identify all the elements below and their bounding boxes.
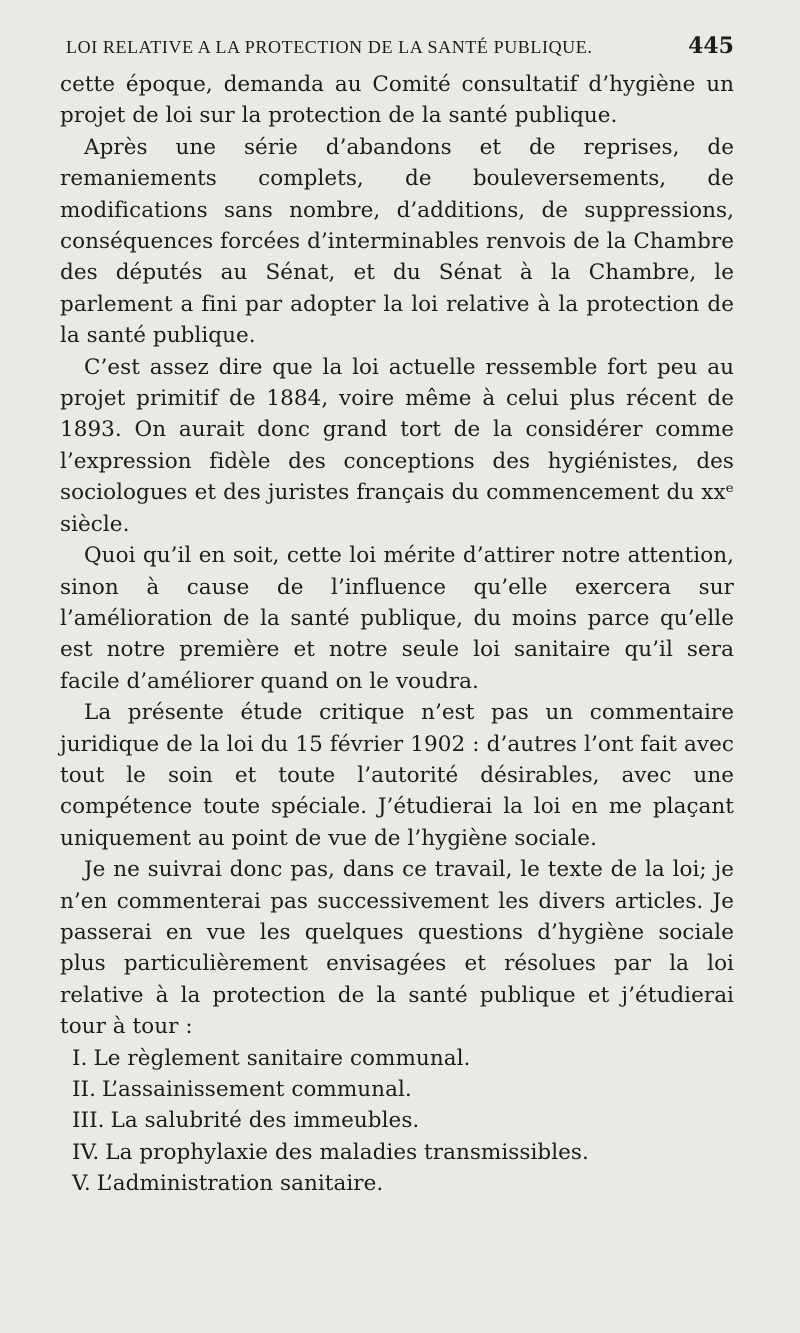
running-title: LOI RELATIVE A LA PROTECTION DE LA SANTÉ PUBLIQUE. xyxy=(66,37,593,57)
list-item-text: L’administration sanitaire. xyxy=(96,1171,384,1197)
list-numeral: IV. xyxy=(72,1139,100,1165)
list-numeral: V. xyxy=(72,1171,91,1197)
list-item xyxy=(60,1074,734,1105)
list-item-text: L’assainissement communal. xyxy=(101,1077,412,1102)
list-item-text: La prophylaxie des maladies transmissibles. xyxy=(105,1139,589,1165)
body-text xyxy=(60,69,734,1200)
list-item-text: Le règlement sanitaire communal. xyxy=(93,1045,471,1071)
list-item xyxy=(60,1168,734,1199)
list-item xyxy=(60,1105,734,1136)
topics-list xyxy=(60,1043,734,1200)
list-item xyxy=(60,1043,734,1074)
running-head xyxy=(60,33,734,69)
list-numeral: I. xyxy=(72,1045,88,1071)
paragraph: Après une série d’abandons et de reprises, de remaniements complets, de bouleversements, de modifications sans nombre, d’additions, de suppressions, conséquences forcées d’interminables renvois de la Chambre des députés au Sénat, et du Sénat à la Chambre, le parlement a fini par adopter la loi relative à la protection de la santé publique. xyxy=(60,134,734,349)
list-numeral: II. xyxy=(72,1077,96,1102)
paragraph: Quoi qu’il en soit, cette loi mérite d’attirer notre attention, sinon à cause de l’influence qu’elle exercera sur l’amélioration de la santé publique, du moins parce qu’elle est notre première et notre seule loi sanitaire qu’il sera facile d’améliorer quand on le voudra. xyxy=(60,543,734,694)
list-item-text: La salubrité des immeubles. xyxy=(110,1108,420,1134)
paragraph: La présente étude critique n’est pas un commentaire juridique de la loi du 15 février 1902 : d’autres l’ont fait avec tout le soin et toute l’autorité désirables, avec une compétence toute spéciale. J’étudierai la loi en me plaçant uniquement au point de vue de l’hygiène sociale. xyxy=(60,700,734,851)
list-item xyxy=(60,1137,734,1168)
paragraph: C’est assez dire que la loi actuelle ressemble fort peu au projet primitif de 1884, voire même à celui plus récent de 1893. On aurait donc grand tort de la considérer comme l’expression fidèle des conceptions des hygiénistes, des sociologues et des juristes français du commencement du xxᵉ siècle. xyxy=(60,354,734,537)
page-number: 445 xyxy=(688,33,734,59)
paragraph: Je ne suivrai donc pas, dans ce travail, le texte de la loi; je n’en commenterai pas successivement les divers articles. Je passerai en vue les quelques questions d’hygiène sociale plus particulièrement envisagées et résolues par la loi relative à la protection de la santé publique et j’étudierai tour à tour : xyxy=(60,857,734,1040)
paragraph: cette époque, demanda au Comité consultatif d’hygiène un projet de loi sur la protection de la santé publique. xyxy=(60,72,734,129)
list-numeral: III. xyxy=(72,1108,105,1134)
